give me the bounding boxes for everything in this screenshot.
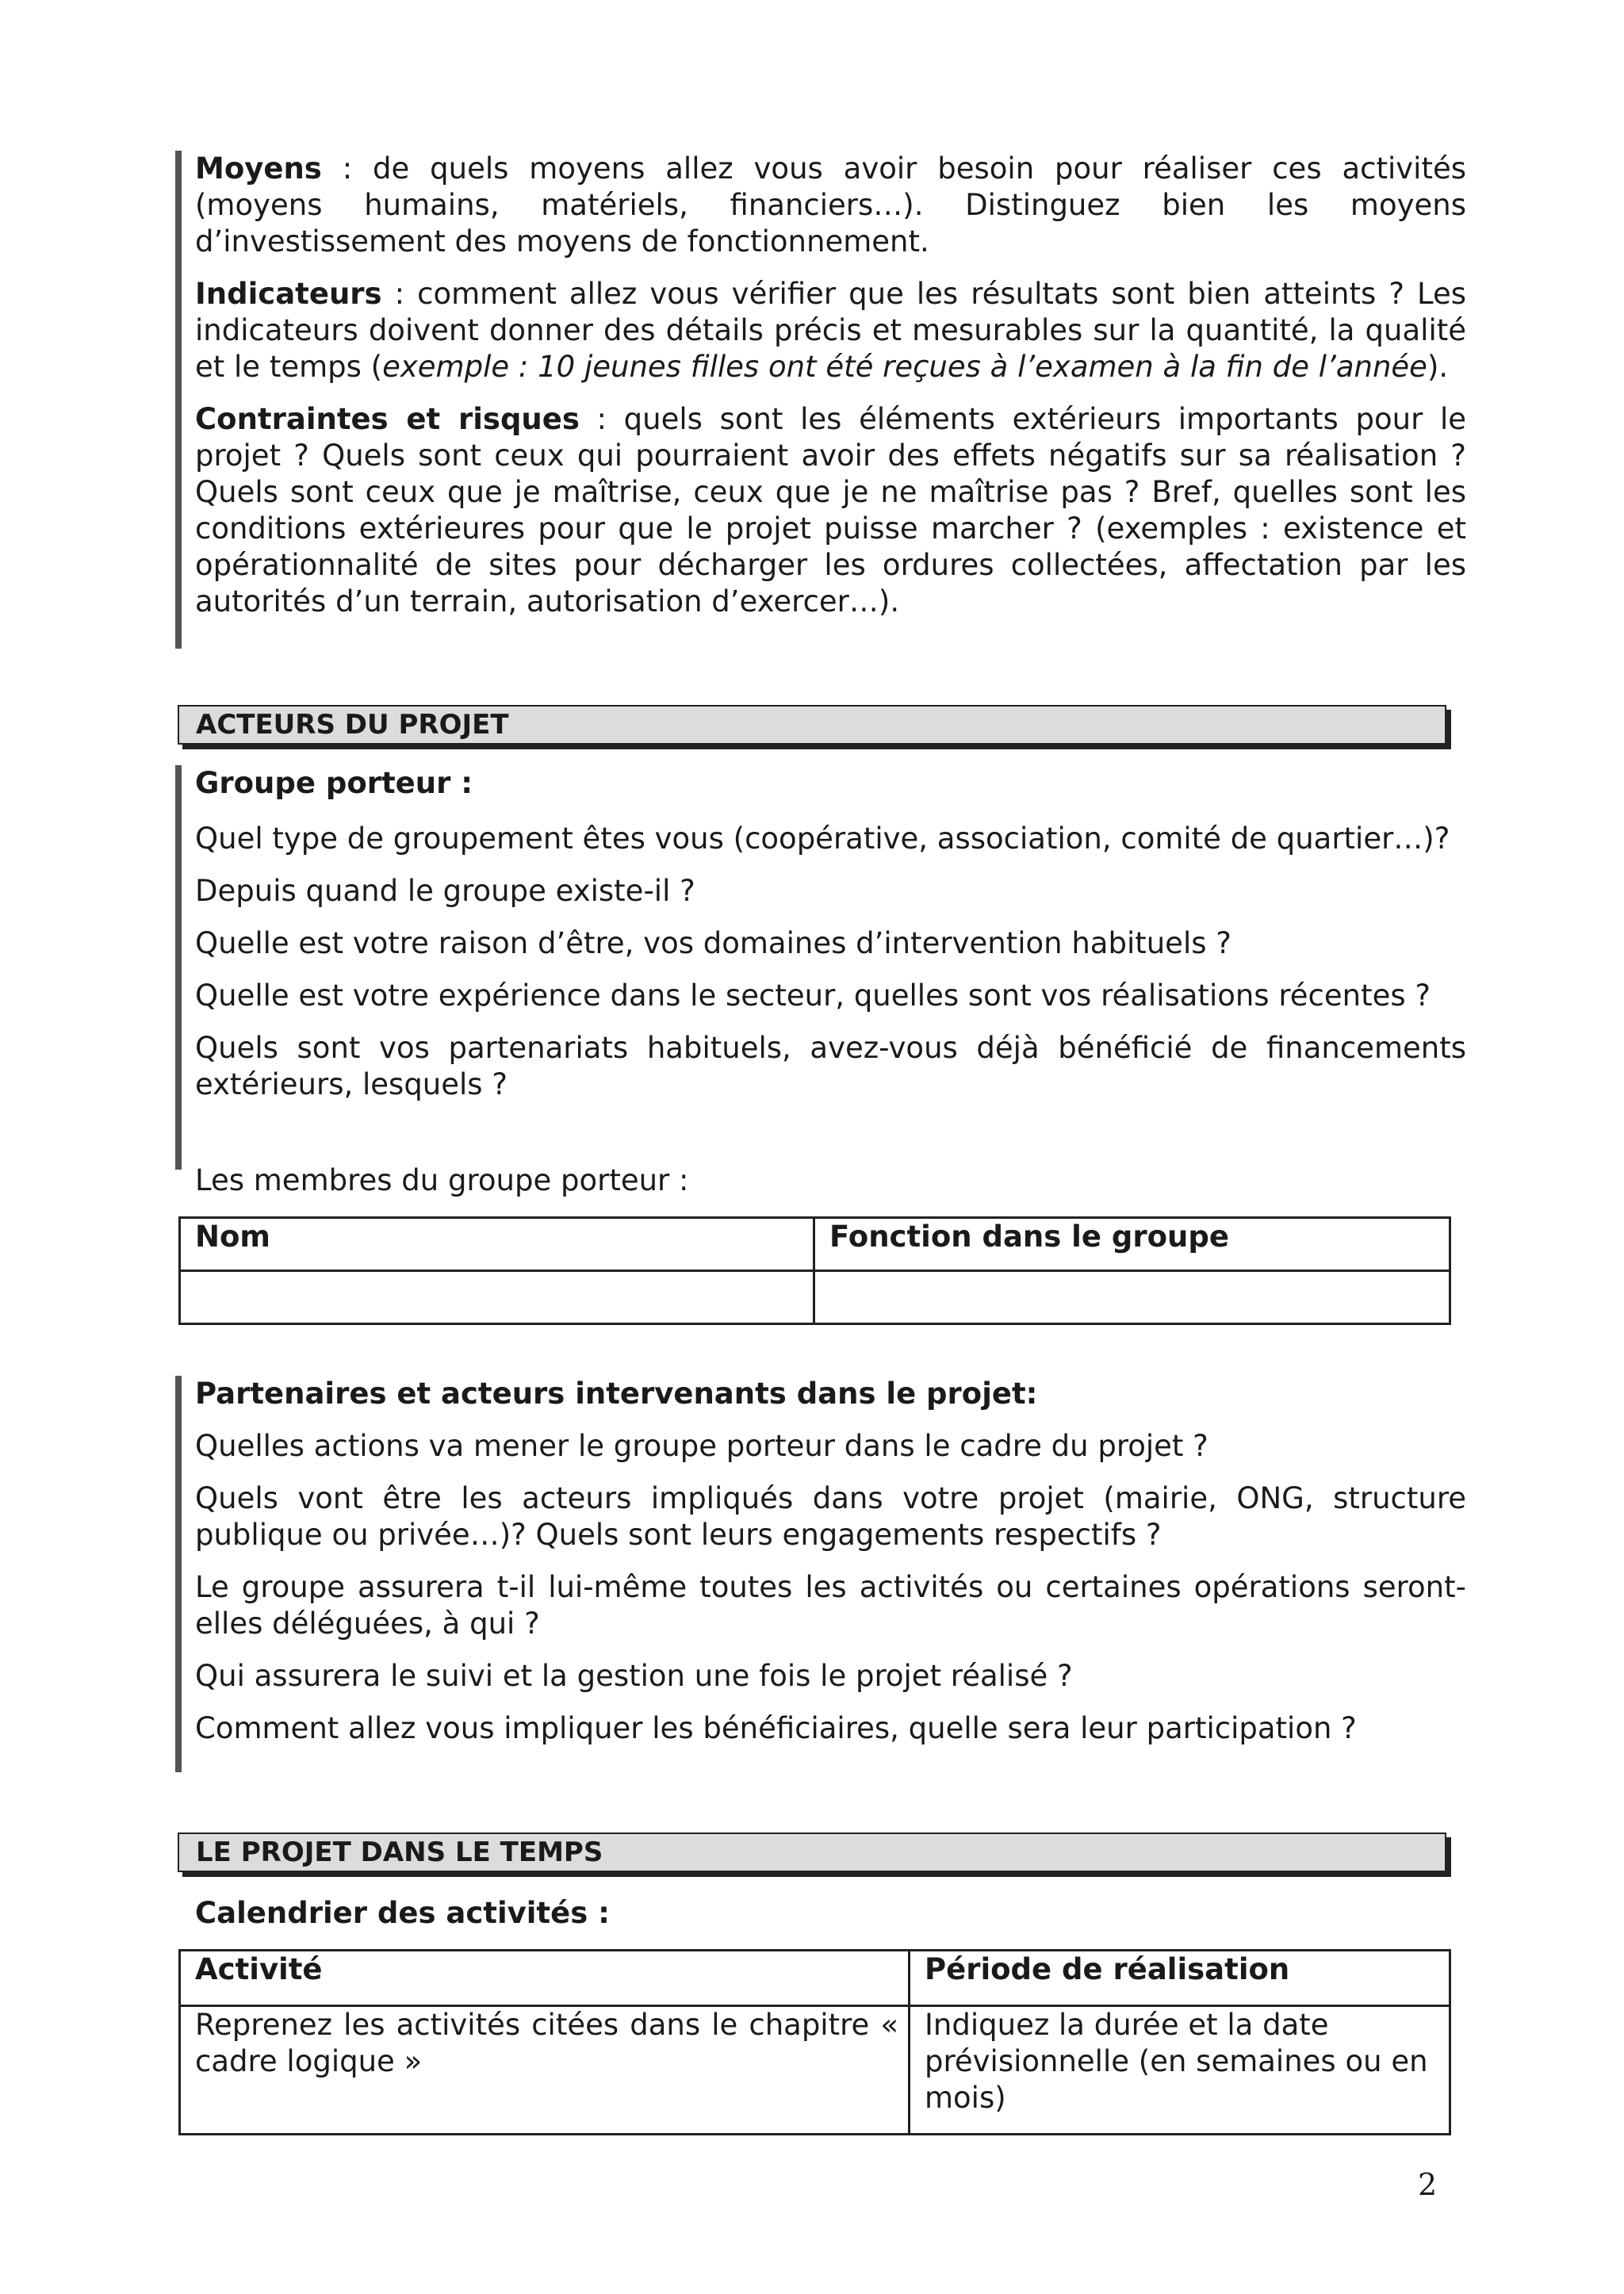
partenaires-question: Qui assurera le suivi et la gestion une fois le projet réalisé ? (195, 1659, 1073, 1693)
contraintes-text: : quels sont les éléments extérieurs importants pour le projet ? Quels sont ceux qui pourraient avoir des effets négatifs sur sa réalisation ? Quels sont ceux que je maîtrise, ceux que je ne maîtrise pas ? Bref, quelles sont les conditions extérieures pour que le projet puisse marcher ? (exemples : existence et opérationnalité de sites pour décharger les ordures collectées, affectation par les autorités d’un terrain, autorisation d’exercer…). (195, 402, 1466, 618)
indicateurs-text: : comment allez vous vérifier que les résultats sont bien atteints ? Les indicateurs doivent donner des détails précis et mesurables sur la quantité, la qualité et le temps ( (195, 277, 1466, 384)
partenaires-title: Partenaires et acteurs intervenants dans le projet: (195, 1377, 1038, 1411)
contraintes-paragraph (195, 401, 1466, 620)
moyens-label: Moyens (195, 151, 322, 186)
header-periode: Période de réalisation (910, 1951, 1450, 2006)
member-name-cell[interactable] (180, 1271, 814, 1324)
partenaires-question: Quelles actions va mener le groupe porteur dans le cadre du projet ? (195, 1429, 1208, 1463)
table-header-row (180, 1951, 1450, 2006)
moyens-text: : de quels moyens allez vous avoir besoin pour réaliser ces activités (moyens humains, matériels, financiers…). Distinguez bien les moyens d’investissement des moyens de fonctionnement. (195, 151, 1466, 259)
members-label: Les membres du groupe porteur : (195, 1163, 689, 1197)
partenaires-block (175, 1376, 1466, 1772)
question-item: Quel type de groupement êtes vous (coopérative, association, comité de quartier…)? (195, 821, 1450, 856)
temps-heading: LE PROJET DANS LE TEMPS (178, 1833, 1446, 1872)
indicateurs-example: exemple : 10 jeunes filles ont été reçues à l’examen à la fin de l’année (382, 350, 1427, 384)
members-table (178, 1216, 1451, 1325)
groupe-porteur-title: Groupe porteur : (195, 766, 473, 800)
question-item: Quelle est votre expérience dans le secteur, quelles sont vos réalisations récentes ? (195, 978, 1431, 1013)
question-item: Quels sont vos partenariats habituels, avez-vous déjà bénéficié de financements extérieurs, lesquels ? (195, 1031, 1466, 1101)
section-moyens-block (175, 151, 1466, 649)
table-header-row (180, 1218, 1450, 1271)
header-fonction: Fonction dans le groupe (814, 1218, 1450, 1271)
question-item: Quelle est votre raison d’être, vos domaines d’intervention habituels ? (195, 926, 1231, 960)
partenaires-question: Quels vont être les acteurs impliqués dans votre projet (mairie, ONG, structure publique ou privée…)? Quels sont leurs engagements respectifs ? (195, 1481, 1466, 1552)
indicateurs-label: Indicateurs (195, 277, 382, 311)
table-row (180, 2006, 1450, 2135)
partenaires-question: Le groupe assurera t-il lui-même toutes les activités ou certaines opérations seront-elles déléguées, à qui ? (195, 1570, 1466, 1641)
partenaires-question: Comment allez vous impliquer les bénéficiaires, quelle sera leur participation ? (195, 1711, 1357, 1745)
calendar-title: Calendrier des activités : (195, 1896, 610, 1930)
header-activite: Activité (180, 1951, 910, 2006)
indicateurs-paragraph (195, 276, 1466, 385)
calendar-table (178, 1949, 1451, 2135)
header-nom: Nom (180, 1218, 814, 1271)
indicateurs-end: ). (1427, 350, 1449, 384)
periode-cell: Indiquez la durée et la date prévisionnelle (en semaines ou en mois) (910, 2006, 1450, 2135)
contraintes-label: Contraintes et risques (195, 402, 580, 436)
table-row (180, 1271, 1450, 1324)
moyens-paragraph (195, 151, 1466, 260)
member-fonction-cell[interactable] (814, 1271, 1450, 1324)
groupe-porteur-block (175, 765, 1466, 1170)
question-item: Depuis quand le groupe existe-il ? (195, 874, 695, 908)
acteurs-heading: ACTEURS DU PROJET (178, 705, 1446, 745)
page-number: 2 (1418, 2167, 1438, 2202)
activite-cell: Reprenez les activités citées dans le chapitre « cadre logique » (180, 2006, 910, 2135)
